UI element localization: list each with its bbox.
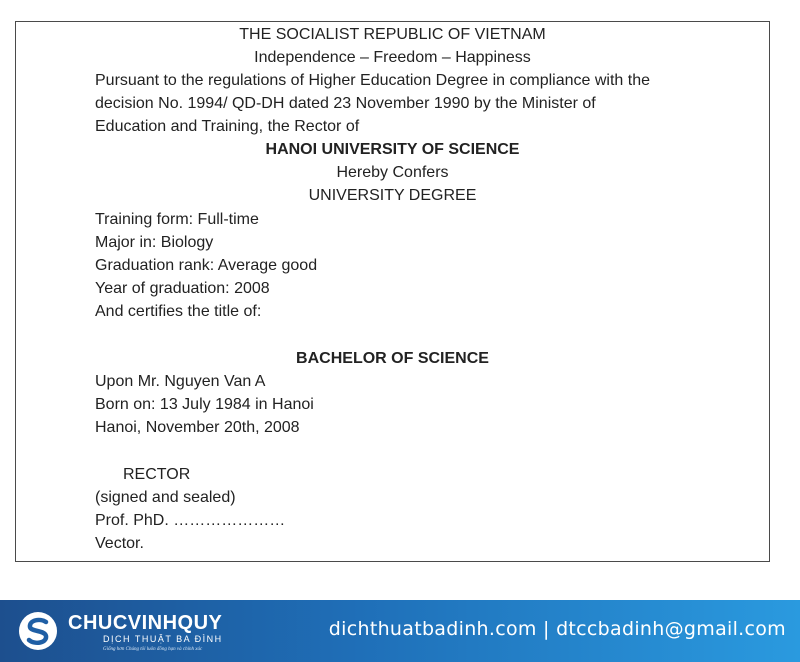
header-country: THE SOCIALIST REPUBLIC OF VIETNAM [239, 26, 546, 43]
diploma-document [15, 21, 770, 562]
pursuant-line-2: decision No. 1994/ QD-DH dated 23 November 1990 by the Minister of [95, 95, 596, 112]
university-name: HANOI UNIVERSITY OF SCIENCE [265, 141, 520, 158]
rector-title: RECTOR [123, 466, 191, 483]
contact-info: dichthuatbadinh.com | dtccbadinh@gmail.com [328, 618, 786, 640]
certifies-line: And certifies the title of: [95, 303, 262, 320]
brand-name: CHUCVINHQUY [68, 612, 223, 634]
signed-sealed: (signed and sealed) [95, 489, 236, 506]
birth-info: Born on: 13 July 1984 in Hanoi [95, 396, 314, 413]
brand-subtitle: DỊCH THUẬT BA ĐÌNH [103, 634, 223, 644]
degree-type: UNIVERSITY DEGREE [308, 187, 477, 204]
s-swirl-logo-icon [18, 611, 58, 651]
recipient-name: Upon Mr. Nguyen Van A [95, 373, 266, 390]
training-form: Training form: Full-time [95, 211, 259, 228]
pursuant-line-3: Education and Training, the Rector of [95, 118, 360, 135]
graduation-rank: Graduation rank: Average good [95, 257, 318, 274]
pursuant-line-1: Pursuant to the regulations of Higher Education Degree in compliance with the [95, 72, 650, 89]
issue-date: Hanoi, November 20th, 2008 [95, 419, 300, 436]
header-motto: Independence – Freedom – Happiness [254, 49, 531, 66]
hereby-confers: Hereby Confers [336, 164, 449, 181]
brand-slogan: Giống hơn Chúng tôi luôn đồng hạn và chính xác [103, 647, 203, 652]
vector-line: Vector. [95, 535, 144, 552]
degree-title: BACHELOR OF SCIENCE [296, 350, 489, 367]
prof-signature: Prof. PhD. ………………… [95, 512, 286, 529]
footer-banner [0, 600, 800, 662]
major: Major in: Biology [95, 234, 214, 251]
graduation-year: Year of graduation: 2008 [95, 280, 270, 297]
